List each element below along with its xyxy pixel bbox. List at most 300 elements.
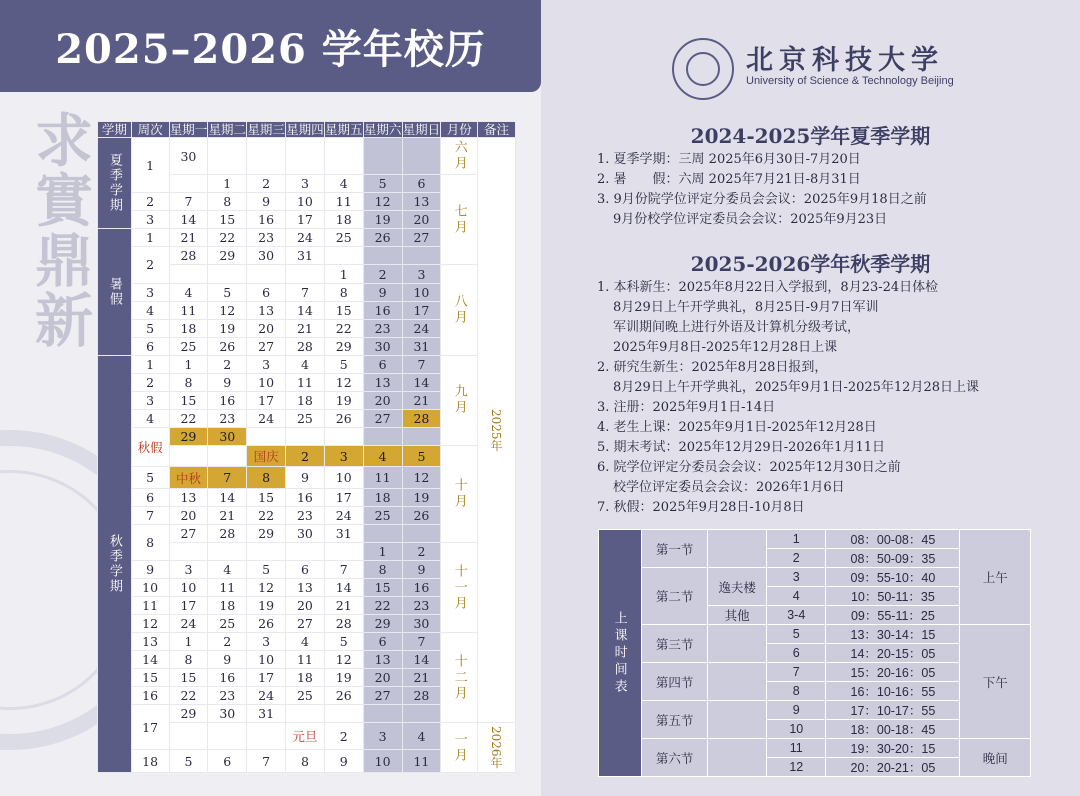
week-number: 12 — [131, 615, 169, 633]
calendar-date: 9 — [402, 561, 441, 579]
calendar-row — [98, 138, 516, 175]
period-number: 3 — [767, 568, 826, 587]
period-time: 09：55-11：25 — [826, 606, 960, 625]
calendar-date: 15 — [169, 669, 208, 687]
period-number: 2 — [767, 549, 826, 568]
calendar-date — [247, 723, 286, 750]
calendar-date — [402, 427, 441, 445]
year-note: 2026年 — [478, 723, 516, 773]
calendar-date: 25 — [286, 687, 325, 705]
period-number: 12 — [767, 758, 826, 777]
calendar-header: 星期一 — [169, 122, 208, 137]
calendar-date: 9 — [208, 651, 247, 669]
calendar-header: 备注 — [478, 122, 516, 138]
calendar-date: 13 — [363, 651, 402, 669]
period-time: 17：10-17：55 — [826, 701, 960, 720]
calendar-date: 13 — [247, 301, 286, 319]
calendar-date: 28 — [208, 524, 247, 542]
calendar-date: 7 — [324, 561, 363, 579]
calendar-date: 2 — [247, 175, 286, 193]
week-number: 3 — [131, 211, 169, 229]
calendar-date: 27 — [402, 229, 441, 247]
calendar-date: 4 — [324, 175, 363, 193]
calendar-date: 29 — [363, 615, 402, 633]
calendar-date: 7 — [402, 633, 441, 651]
calendar-date: 14 — [286, 301, 325, 319]
calendar-date — [208, 723, 247, 750]
calendar-date: 13 — [402, 193, 441, 211]
autumn-item: 6. 院学位评定分委员会会议：2025年12月30日之前 — [597, 460, 901, 475]
calendar-date — [208, 445, 247, 466]
calendar-date: 17 — [247, 669, 286, 687]
motto-calligraphy: 求實鼎新 — [25, 110, 93, 350]
week-number: 3 — [131, 283, 169, 301]
calendar-date: 14 — [402, 651, 441, 669]
calendar-date: 3 — [286, 175, 325, 193]
calendar-date: 24 — [169, 615, 208, 633]
calendar-date: 12 — [402, 467, 441, 488]
calendar-header: 星期五 — [325, 122, 363, 137]
calendar-header: 星期日 — [402, 122, 441, 137]
month-label: 八月 — [441, 265, 478, 355]
week-number: 7 — [131, 506, 169, 524]
calendar-date: 4 — [286, 633, 325, 651]
calendar-date: 9 — [247, 193, 286, 211]
period-number: 6 — [767, 644, 826, 663]
session-3: 第三节 — [642, 625, 708, 663]
calendar-date: 21 — [286, 319, 325, 337]
calendar-date: 20 — [286, 597, 325, 615]
calendar-date: 10 — [363, 750, 402, 773]
calendar-date — [169, 723, 208, 750]
calendar-date: 17 — [286, 211, 325, 229]
calendar-date: 1 — [324, 265, 363, 283]
calendar-date: 16 — [363, 301, 402, 319]
calendar-date: 6 — [286, 561, 325, 579]
calendar-date: 19 — [208, 319, 247, 337]
autumn-item: 8月29日上午开学典礼，8月25日-9月7日军训 — [613, 300, 879, 315]
calendar-date — [363, 138, 402, 175]
autumn-item: 7. 秋假：2025年9月28日-10月8日 — [597, 500, 805, 515]
autumn-break-label: 秋假 — [131, 427, 169, 466]
calendar-date: 18 — [169, 319, 208, 337]
period-number: 5 — [767, 625, 826, 644]
calendar-row — [98, 355, 516, 373]
calendar-date: 3 — [324, 445, 363, 466]
calendar-date: 29 — [247, 524, 286, 542]
week-number: 5 — [131, 319, 169, 337]
calendar-date: 23 — [208, 687, 247, 705]
calendar-date: 12 — [324, 651, 363, 669]
week-number: 10 — [131, 579, 169, 597]
autumn-item: 2. 研究生新生：2025年8月28日报到， — [597, 360, 828, 375]
calendar-date — [324, 427, 363, 445]
autumn-item: 3. 注册：2025年9月1日-14日 — [597, 400, 776, 415]
calendar-date: 15 — [247, 488, 286, 506]
calendar-date: 2 — [363, 265, 402, 283]
calendar-date: 5 — [208, 283, 247, 301]
week-number: 18 — [131, 750, 169, 773]
calendar-date: 2 — [324, 723, 363, 750]
title-bar — [0, 0, 541, 92]
session-2: 第二节 — [642, 568, 708, 625]
period-number: 7 — [767, 663, 826, 682]
period-time: 19：30-20：15 — [826, 739, 960, 758]
week-number: 2 — [131, 373, 169, 391]
month-label: 十月 — [441, 445, 478, 542]
autumn-item: 4. 老生上课：2025年9月1日-2025年12月28日 — [597, 420, 877, 435]
page-title: 2025–2026 学年校历 — [55, 26, 486, 73]
calendar-date — [363, 427, 402, 445]
week-number: 1 — [131, 355, 169, 373]
calendar-date: 26 — [324, 687, 363, 705]
calendar-date: 1 — [363, 542, 402, 560]
class-schedule-table — [598, 529, 1031, 777]
calendar-date — [402, 705, 441, 723]
calendar-header: 学期 — [98, 122, 132, 138]
evening-label: 晚间 — [960, 739, 1031, 777]
calendar-date: 24 — [247, 409, 286, 427]
calendar-date: 10 — [247, 651, 286, 669]
calendar-date: 5 — [402, 445, 441, 466]
calendar-date: 24 — [324, 506, 363, 524]
week-number: 15 — [131, 669, 169, 687]
calendar-date: 15 — [169, 391, 208, 409]
calendar-date: 3 — [247, 633, 286, 651]
calendar-date: 18 — [286, 391, 325, 409]
calendar-date — [247, 138, 286, 175]
calendar-date: 24 — [247, 687, 286, 705]
calendar-date: 23 — [286, 506, 325, 524]
period-time: 15：20-16：05 — [826, 663, 960, 682]
week-number: 4 — [131, 409, 169, 427]
calendar-date: 7 — [208, 467, 247, 488]
period-time: 09：55-10：40 — [826, 568, 960, 587]
calendar-date: 6 — [363, 633, 402, 651]
calendar-date: 15 — [363, 579, 402, 597]
calendar-date: 17 — [402, 301, 441, 319]
calendar-date: 12 — [363, 193, 402, 211]
calendar-date: 11 — [286, 373, 325, 391]
summer-item: 2. 暑 假：六周 2025年7月21日-8月31日 — [597, 172, 861, 187]
calendar-date: 5 — [324, 355, 363, 373]
calendar-date: 6 — [363, 355, 402, 373]
autumn-item: 2025年9月8日-2025年12月28日上课 — [613, 340, 838, 355]
month-label: 六月 — [441, 138, 478, 175]
calendar-date — [324, 542, 363, 560]
calendar-date: 21 — [169, 229, 208, 247]
calendar-date — [208, 542, 247, 560]
week-number: 17 — [131, 705, 169, 750]
calendar-table-wrap — [97, 121, 516, 773]
calendar-date: 27 — [363, 687, 402, 705]
calendar-date: 1 — [208, 175, 247, 193]
calendar-date: 28 — [286, 337, 325, 355]
calendar-date: 4 — [208, 561, 247, 579]
calendar-date: 2 — [208, 355, 247, 373]
calendar-date: 10 — [169, 579, 208, 597]
afternoon-label: 下午 — [960, 625, 1031, 739]
calendar-date — [324, 138, 363, 175]
calendar-date: 20 — [363, 669, 402, 687]
calendar-date: 7 — [286, 283, 325, 301]
autumn-item: 1. 本科新生：2025年8月22日入学报到，8月23-24日体检 — [597, 280, 939, 295]
week-number: 14 — [131, 651, 169, 669]
week-number: 13 — [131, 633, 169, 651]
calendar-date: 26 — [402, 506, 441, 524]
calendar-date: 28 — [324, 615, 363, 633]
calendar-date: 26 — [208, 337, 247, 355]
calendar-date: 22 — [169, 409, 208, 427]
calendar-date: 26 — [247, 615, 286, 633]
calendar-date: 31 — [286, 247, 325, 265]
holiday-label: 国庆 — [247, 445, 286, 466]
calendar-date — [286, 542, 325, 560]
month-label: 十一月 — [441, 542, 478, 632]
university-name-cn: 北京科技大学 — [746, 45, 944, 76]
calendar-header: 星期四 — [286, 122, 324, 137]
calendar-date: 31 — [324, 524, 363, 542]
calendar-date: 16 — [208, 669, 247, 687]
calendar-date: 6 — [208, 750, 247, 773]
morning-label: 上午 — [960, 530, 1031, 625]
calendar-date — [286, 705, 325, 723]
calendar-date — [363, 524, 402, 542]
period-time: 16：10-16：55 — [826, 682, 960, 701]
calendar-date: 24 — [286, 229, 325, 247]
calendar-date — [402, 138, 441, 175]
calendar-date: 8 — [363, 561, 402, 579]
calendar-date: 19 — [324, 669, 363, 687]
calendar-date: 19 — [324, 391, 363, 409]
calendar-date: 25 — [324, 229, 363, 247]
calendar-date — [247, 427, 286, 445]
week-number: 1 — [131, 138, 169, 193]
calendar-date: 23 — [208, 409, 247, 427]
calendar-date: 15 — [324, 301, 363, 319]
calendar-date: 30 — [363, 337, 402, 355]
calendar-date: 16 — [247, 211, 286, 229]
schedule-label: 上课时间表 — [599, 530, 642, 777]
calendar-date: 20 — [247, 319, 286, 337]
autumn-item: 军训期间晚上进行外语及计算机分级考试， — [613, 320, 861, 335]
period-number: 11 — [767, 739, 826, 758]
autumn-item: 5. 期末考试：2025年12月29日-2026年1月11日 — [597, 440, 885, 455]
calendar-date: 4 — [402, 723, 441, 750]
calendar-row — [98, 633, 516, 651]
week-number: 4 — [131, 301, 169, 319]
calendar-date: 29 — [169, 705, 208, 723]
calendar-date: 11 — [169, 301, 208, 319]
session-4: 第四节 — [642, 663, 708, 701]
term-label: 暑假 — [98, 229, 132, 355]
year-note: 2025年 — [478, 138, 516, 723]
calendar-date: 25 — [208, 615, 247, 633]
calendar-date: 10 — [286, 193, 325, 211]
calendar-date: 22 — [208, 229, 247, 247]
calendar-date: 28 — [402, 409, 441, 427]
calendar-date: 9 — [286, 467, 325, 488]
calendar-date: 9 — [208, 373, 247, 391]
calendar-header: 星期六 — [363, 122, 402, 137]
week-number: 8 — [131, 524, 169, 560]
calendar-date — [247, 542, 286, 560]
holiday-label: 元旦 — [286, 723, 325, 750]
summer-item: 3. 9月份院学位评定分委员会会议：2025年9月18日之前 — [597, 192, 927, 207]
calendar-date: 7 — [247, 750, 286, 773]
calendar-date: 16 — [286, 488, 325, 506]
calendar-date: 8 — [286, 750, 325, 773]
calendar-table — [97, 121, 516, 773]
calendar-date: 3 — [363, 723, 402, 750]
calendar-date: 17 — [324, 488, 363, 506]
calendar-date — [286, 427, 325, 445]
calendar-date: 16 — [208, 391, 247, 409]
calendar-date: 23 — [402, 597, 441, 615]
university-name-en: University of Science & Technology Beijing — [746, 75, 954, 87]
calendar-date: 4 — [363, 445, 402, 466]
month-label: 七月 — [441, 175, 478, 265]
calendar-date: 5 — [247, 561, 286, 579]
calendar-date: 22 — [247, 506, 286, 524]
calendar-date — [169, 542, 208, 560]
calendar-date: 13 — [363, 373, 402, 391]
calendar-date: 18 — [286, 669, 325, 687]
session-5: 第五节 — [642, 701, 708, 739]
period-time: 14：20-15：05 — [826, 644, 960, 663]
calendar-date: 22 — [169, 687, 208, 705]
calendar-date: 21 — [324, 597, 363, 615]
calendar-date: 6 — [247, 283, 286, 301]
calendar-date — [286, 138, 325, 175]
calendar-date: 18 — [363, 488, 402, 506]
calendar-date: 1 — [169, 355, 208, 373]
calendar-date: 5 — [169, 750, 208, 773]
calendar-date: 14 — [324, 579, 363, 597]
period-time: 13：30-14：15 — [826, 625, 960, 644]
calendar-date: 28 — [402, 687, 441, 705]
calendar-date: 25 — [169, 337, 208, 355]
calendar-date: 22 — [324, 319, 363, 337]
calendar-date — [247, 265, 286, 283]
calendar-date: 17 — [169, 597, 208, 615]
autumn-item: 校学位评定委员会会议：2026年1月6日 — [613, 480, 845, 495]
calendar-date: 3 — [402, 265, 441, 283]
period-time: 20：20-21：05 — [826, 758, 960, 777]
calendar-date — [324, 705, 363, 723]
summer-heading: 2024-2025学年夏季学期 — [690, 124, 931, 148]
calendar-date: 24 — [402, 319, 441, 337]
calendar-date: 25 — [286, 409, 325, 427]
week-number: 6 — [131, 337, 169, 355]
week-number: 9 — [131, 561, 169, 579]
calendar-date: 5 — [363, 175, 402, 193]
calendar-date: 30 — [208, 427, 247, 445]
calendar-date — [402, 247, 441, 265]
calendar-date: 14 — [208, 488, 247, 506]
calendar-date — [169, 445, 208, 466]
calendar-date: 29 — [208, 247, 247, 265]
university-logo-icon — [672, 38, 734, 100]
calendar-date: 13 — [169, 488, 208, 506]
calendar-header: 星期二 — [208, 122, 247, 137]
calendar-date: 14 — [169, 211, 208, 229]
calendar-date: 30 — [402, 615, 441, 633]
calendar-header: 星期三 — [247, 122, 285, 137]
summer-list — [597, 150, 1067, 230]
month-label: 一月 — [441, 723, 478, 773]
term-label: 夏季学期 — [98, 138, 132, 229]
calendar-date — [363, 247, 402, 265]
week-number: 5 — [131, 467, 169, 488]
class-schedule-wrap — [598, 529, 1031, 775]
calendar-date: 8 — [169, 373, 208, 391]
calendar-date: 22 — [363, 597, 402, 615]
calendar-date — [169, 265, 208, 283]
calendar-date: 15 — [208, 211, 247, 229]
calendar-date: 27 — [286, 615, 325, 633]
summer-item: 1. 夏季学期：三周 2025年6月30日-7月20日 — [597, 152, 861, 167]
calendar-date: 12 — [247, 579, 286, 597]
calendar-date: 2 — [286, 445, 325, 466]
calendar-date: 27 — [247, 337, 286, 355]
calendar-date: 21 — [402, 669, 441, 687]
calendar-date: 8 — [208, 193, 247, 211]
calendar-date: 25 — [363, 506, 402, 524]
calendar-date: 30 — [247, 247, 286, 265]
calendar-date: 9 — [324, 750, 363, 773]
period-number: 10 — [767, 720, 826, 739]
calendar-date: 2 — [208, 633, 247, 651]
calendar-date: 10 — [247, 373, 286, 391]
week-number: 11 — [131, 597, 169, 615]
calendar-date: 30 — [169, 138, 208, 175]
week-number: 3 — [131, 391, 169, 409]
period-time: 10：50-11：35 — [826, 587, 960, 606]
period-number: 9 — [767, 701, 826, 720]
calendar-date: 17 — [247, 391, 286, 409]
calendar-date — [363, 705, 402, 723]
period-number: 3-4 — [767, 606, 826, 625]
week-number: 2 — [131, 247, 169, 283]
calendar-date: 14 — [402, 373, 441, 391]
calendar-date: 7 — [169, 193, 208, 211]
period-time: 08：50-09：35 — [826, 549, 960, 568]
period-number: 8 — [767, 682, 826, 701]
calendar-date: 4 — [169, 283, 208, 301]
week-number: 2 — [131, 193, 169, 211]
autumn-item: 8月29日上午开学典礼，2025年9月1日-2025年12月28日上课 — [613, 380, 979, 395]
calendar-date: 11 — [286, 651, 325, 669]
period-number: 1 — [767, 530, 826, 549]
calendar-date: 26 — [324, 409, 363, 427]
calendar-date — [286, 265, 325, 283]
calendar-date: 19 — [402, 488, 441, 506]
calendar-date: 4 — [286, 355, 325, 373]
calendar-date: 16 — [402, 579, 441, 597]
calendar-date: 10 — [402, 283, 441, 301]
calendar-date: 11 — [402, 750, 441, 773]
calendar-date: 12 — [324, 373, 363, 391]
calendar-date: 20 — [402, 211, 441, 229]
calendar-date: 30 — [286, 524, 325, 542]
building-other: 其他 — [708, 606, 767, 625]
calendar-date: 3 — [169, 561, 208, 579]
calendar-date: 11 — [363, 467, 402, 488]
calendar-date: 9 — [363, 283, 402, 301]
calendar-header: 周次 — [131, 122, 169, 138]
week-number: 6 — [131, 488, 169, 506]
